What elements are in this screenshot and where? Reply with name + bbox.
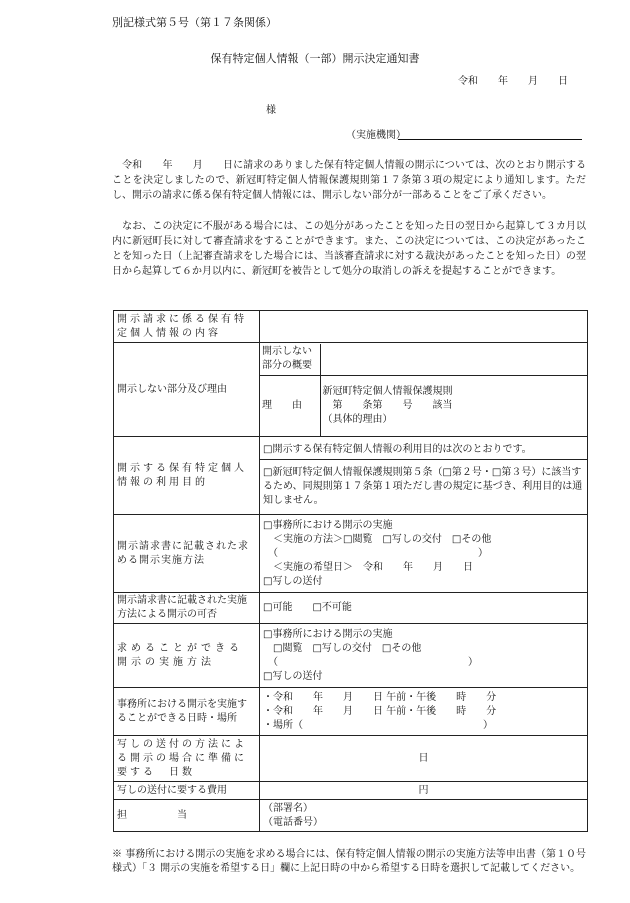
method-line: （ ）: [263, 656, 478, 668]
datetime-line: ・令和 年 月 日 午前・午後 時 分: [263, 691, 497, 703]
row-label: 開示請求書に記載された実施方法による開示の可否: [114, 593, 260, 624]
reason-subtable: [260, 344, 587, 436]
row-label: 担 当: [114, 800, 260, 832]
table-row: [114, 343, 588, 437]
row-value: 日: [260, 736, 588, 782]
table-row: [114, 736, 588, 782]
document-title: 保有特定個人情報（一部）開示決定通知書: [210, 52, 420, 65]
table-row: [114, 782, 588, 800]
method-line: ＜実施の希望日＞ 令和 年 月 日: [263, 561, 473, 573]
row-label: 写しの送付に要する費用: [114, 782, 260, 800]
row-label: 求めることができる開示の実施方法: [114, 624, 260, 688]
row-label: 開示請求書に記載された求める開示実施方法: [114, 515, 260, 593]
footnote: ※ 事務所における開示の実施を求める場合には、保有特定個人情報の開示の実施方法等申出書（第１０号様式）「３ 開示の実施を希望する日」欄に上記日時の中から希望する日時を選択して記載してください。: [112, 849, 586, 874]
paragraph-notice: 令和 年 月 日に請求のありました保有特定個人情報の開示については、次のとおり開示することを決定しましたので、新冠町特定個人情報保護規則第１７条第３項の規定により通知します。ただし、開示の請求に係る保有特定個人情報には、開示しない部分が一部あることをご了承ください。: [112, 160, 586, 201]
paragraph-appeal: なお、この決定に不服がある場合には、この処分があったことを知った日の翌日から起算して３カ月以内に新冠町長に対して審査請求をすることができます。また、この決定については、この決定があったことを知った日（上記審査請求をした場合には、当該審査請求に対する裁決があったことを知った日）の翌日から起算して６か月以内に、新冠町を被告として処分の取消しの訴えを提起することができます。: [112, 221, 586, 277]
agency-label: （実施機関）: [346, 130, 406, 141]
form-reference: 別記様式第５号（第１７条関係）: [112, 16, 277, 29]
row-label: 事務所における開示を実施することができる日時・場所: [114, 688, 260, 736]
reason-text: 新冠町特定個人情報保護規則: [322, 385, 453, 397]
purpose-option: □新冠町特定個人情報保護規則第５条（□第２号・□第３号）に該当するため、同規則第１７条第１項ただし書の規定に基づき、利用目的は通知しません。: [263, 467, 583, 506]
table-row: [114, 515, 588, 593]
row-value: □可能 □不可能: [260, 593, 588, 624]
method-line: （ ）: [263, 547, 488, 559]
datetime-line: ・令和 年 月 日 午前・午後 時 分: [263, 705, 497, 717]
table-row: [114, 311, 588, 343]
contact-line: （電話番号）: [263, 816, 323, 828]
table-row: [114, 800, 588, 832]
row-label: 開示しない部分及び理由: [114, 343, 260, 437]
row-label: 開示請求に係る保有特定個人情報の内容: [114, 311, 260, 343]
reason-text: （具体的理由）: [322, 413, 393, 425]
row-value: [260, 311, 588, 343]
method-line: □事務所における開示の実施: [263, 519, 393, 531]
sub-label: 開示しない部分の概要: [262, 346, 312, 372]
datetime-line: ・場所（ ）: [263, 719, 493, 731]
row-label: 写しの送付の方法による開示の場合に準備に要する 日数: [114, 736, 260, 782]
agency-signature-line: [398, 139, 582, 140]
method-line: ＜実施の方法＞□閲覧 □写しの交付 □その他: [263, 533, 492, 545]
row-value: 円: [260, 782, 588, 800]
table-row: [114, 437, 588, 515]
reason-text: 第 条第 号 該当: [322, 399, 453, 411]
method-line: □写しの送付: [263, 575, 323, 587]
table-row: [114, 688, 588, 736]
method-line: □閲覧 □写しの交付 □その他: [263, 642, 422, 654]
row-label: 開示する保有特定個人情報の利用目的: [114, 437, 260, 515]
method-line: □事務所における開示の実施: [263, 628, 393, 640]
method-line: □写しの送付: [263, 670, 323, 682]
table-row: [114, 624, 588, 688]
contact-line: （部署名）: [263, 802, 313, 814]
purpose-option: □開示する保有特定個人情報の利用目的は次のとおりです。: [260, 441, 587, 460]
addressee: 様: [266, 105, 276, 116]
decision-table: [113, 310, 588, 832]
date-line: 令和 年 月 日: [458, 76, 568, 87]
sub-label: 理 由: [260, 376, 320, 436]
table-row: [114, 593, 588, 624]
